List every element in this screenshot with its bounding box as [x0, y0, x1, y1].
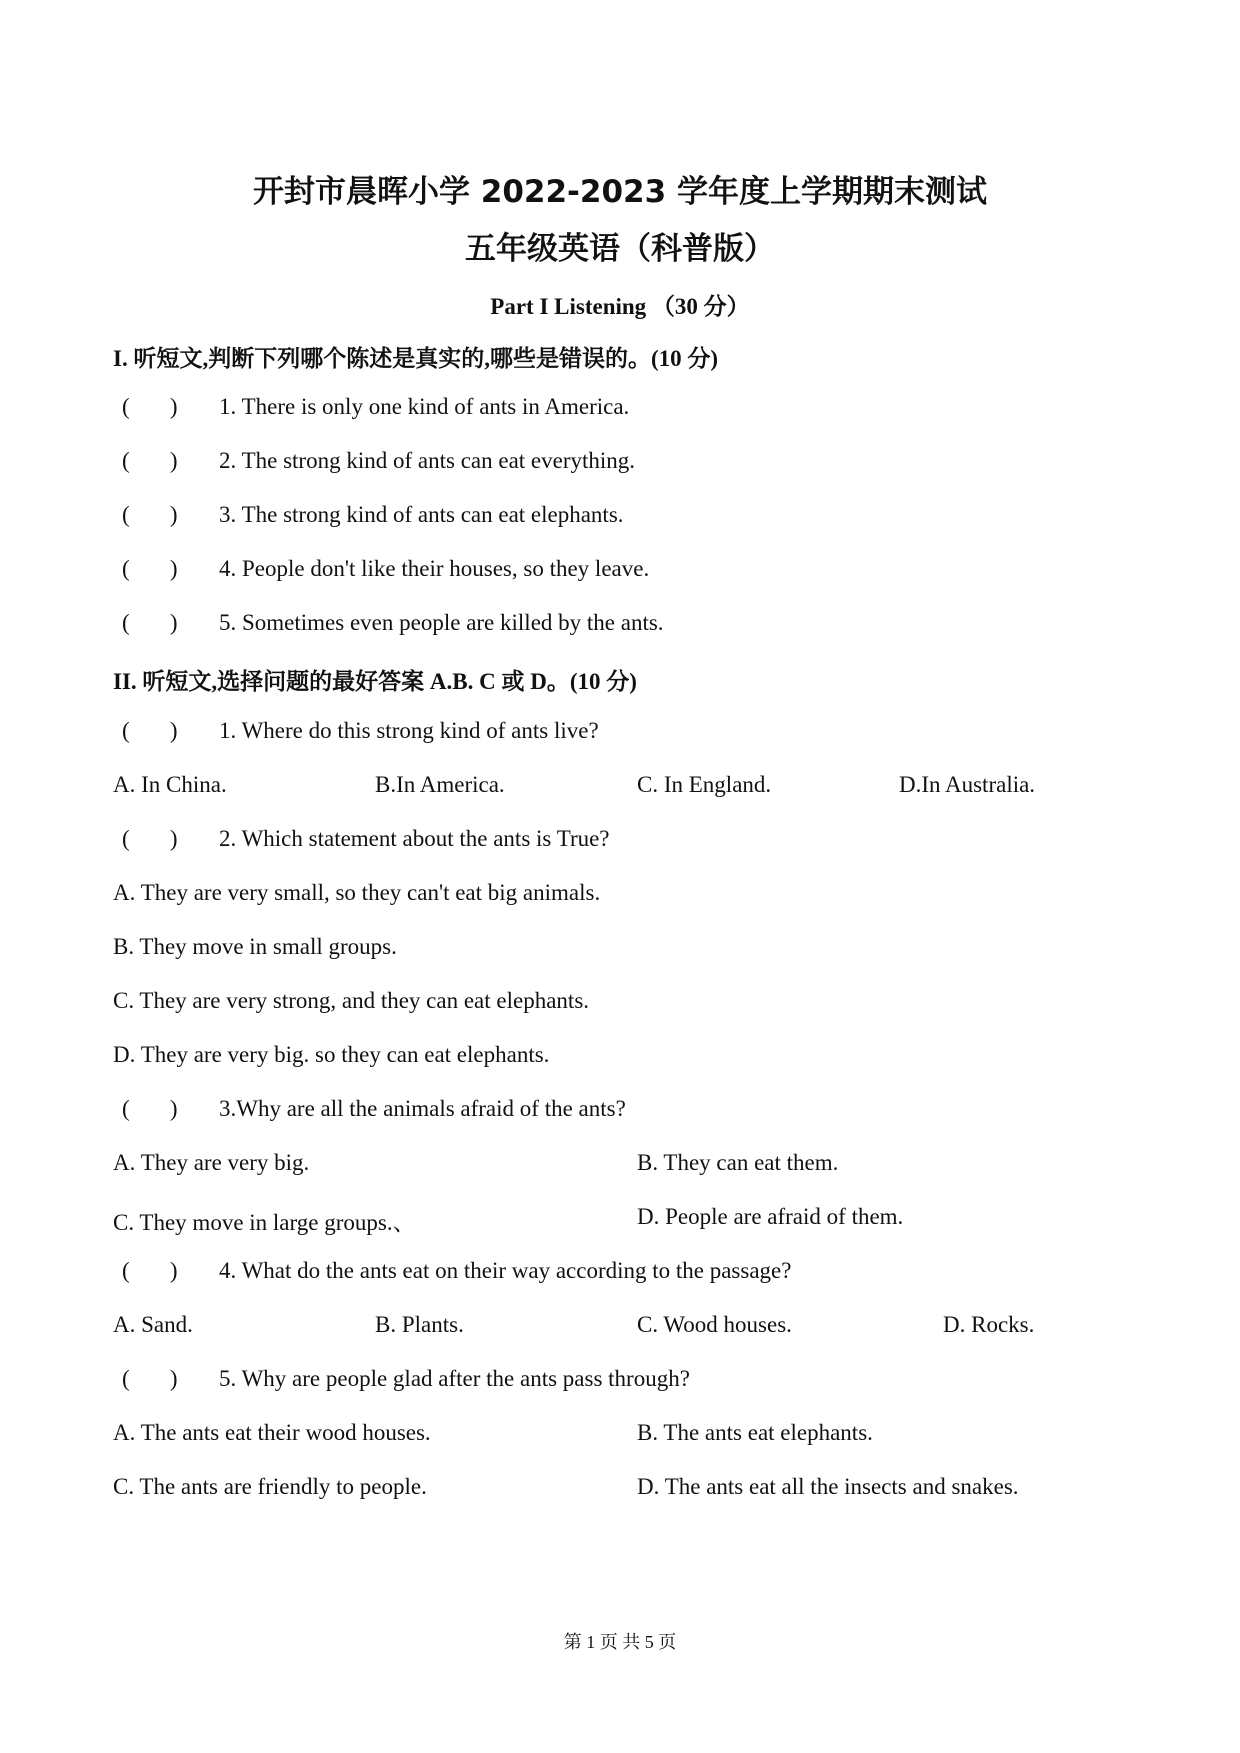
option-c[interactable]: C. They are very strong, and they can eat elephants.: [113, 988, 590, 1013]
option-a[interactable]: A. In China.: [113, 772, 227, 797]
tf-item-text: 2. The strong kind of ants can eat everything.: [219, 448, 636, 473]
answer-paren[interactable]: (: [122, 1366, 130, 1391]
exam-title: 开封市晨晖小学 2022-2023 学年度上学期期末测试: [252, 174, 987, 210]
option-b[interactable]: B. They move in small groups.: [113, 934, 397, 959]
answer-paren[interactable]: (: [122, 556, 130, 581]
mc-question-5: ( ) 5. Why are people glad after the ants pass through?: [122, 1366, 690, 1391]
part-heading: Part I Listening （30 分）: [490, 294, 750, 319]
option-b[interactable]: B. Plants.: [375, 1312, 464, 1337]
option-d[interactable]: D. Rocks.: [943, 1312, 1035, 1337]
option-b[interactable]: B.In America.: [375, 772, 505, 797]
answer-paren[interactable]: (: [122, 1096, 130, 1121]
page-footer: 第 1 页 共 5 页: [563, 1632, 677, 1652]
option-b[interactable]: B. The ants eat elephants.: [637, 1420, 873, 1445]
tf-item-2: ( ) 2. The strong kind of ants can eat everything.: [122, 448, 636, 473]
option-c[interactable]: C. In England.: [637, 772, 772, 797]
tf-item-text: 5. Sometimes even people are killed by the ants.: [219, 610, 664, 635]
answer-paren[interactable]: (: [122, 718, 130, 743]
mc-question-2: ( ) 2. Which statement about the ants is True?: [122, 826, 610, 851]
answer-paren[interactable]: (: [122, 394, 130, 419]
mc-question-3: ( ) 3.Why are all the animals afraid of the ants?: [122, 1096, 626, 1121]
section-2-heading: II. 听短文,选择问题的最好答案 A.B. C 或 D。(10 分): [113, 669, 637, 694]
answer-paren[interactable]: (: [122, 826, 130, 851]
option-c[interactable]: C. They move in large groups.、: [113, 1210, 416, 1235]
answer-paren[interactable]: (: [122, 448, 130, 473]
tf-item-text: 4. People don't like their houses, so they leave.: [219, 556, 650, 581]
answer-paren[interactable]: (: [122, 502, 130, 527]
tf-item-3: ( ) 3. The strong kind of ants can eat elephants.: [122, 502, 624, 527]
option-a[interactable]: A. The ants eat their wood houses.: [113, 1420, 431, 1445]
section-1-heading: I. 听短文,判断下列哪个陈述是真实的,哪些是错误的。(10 分): [113, 346, 719, 371]
option-d[interactable]: D. People are afraid of them.: [637, 1204, 904, 1229]
option-c[interactable]: C. The ants are friendly to people.: [113, 1474, 427, 1499]
tf-item-text: 3. The strong kind of ants can eat elephants.: [219, 502, 624, 527]
tf-item-1: ( ) 1. There is only one kind of ants in America.: [122, 394, 630, 419]
option-d[interactable]: D. The ants eat all the insects and snakes.: [637, 1474, 1019, 1499]
option-a[interactable]: A. They are very big.: [113, 1150, 310, 1175]
option-a[interactable]: A. They are very small, so they can't eat big animals.: [113, 880, 601, 905]
mc-question-4: ( ) 4. What do the ants eat on their way according to the passage?: [122, 1258, 792, 1283]
mc-question-1: ( ) 1. Where do this strong kind of ants live?: [122, 718, 599, 743]
option-b[interactable]: B. They can eat them.: [637, 1150, 839, 1175]
exam-subtitle: 五年级英语（科普版）: [465, 231, 775, 267]
tf-item-5: ( ) 5. Sometimes even people are killed by the ants.: [122, 610, 664, 635]
tf-item-text: 1. There is only one kind of ants in America.: [219, 394, 630, 419]
answer-paren[interactable]: (: [122, 610, 130, 635]
option-d[interactable]: D.In Australia.: [899, 772, 1036, 797]
option-c[interactable]: C. Wood houses.: [637, 1312, 792, 1337]
option-a[interactable]: A. Sand.: [113, 1312, 193, 1337]
option-d[interactable]: D. They are very big. so they can eat elephants.: [113, 1042, 550, 1067]
answer-paren[interactable]: (: [122, 1258, 130, 1283]
tf-item-4: ( ) 4. People don't like their houses, so they leave.: [122, 556, 650, 581]
